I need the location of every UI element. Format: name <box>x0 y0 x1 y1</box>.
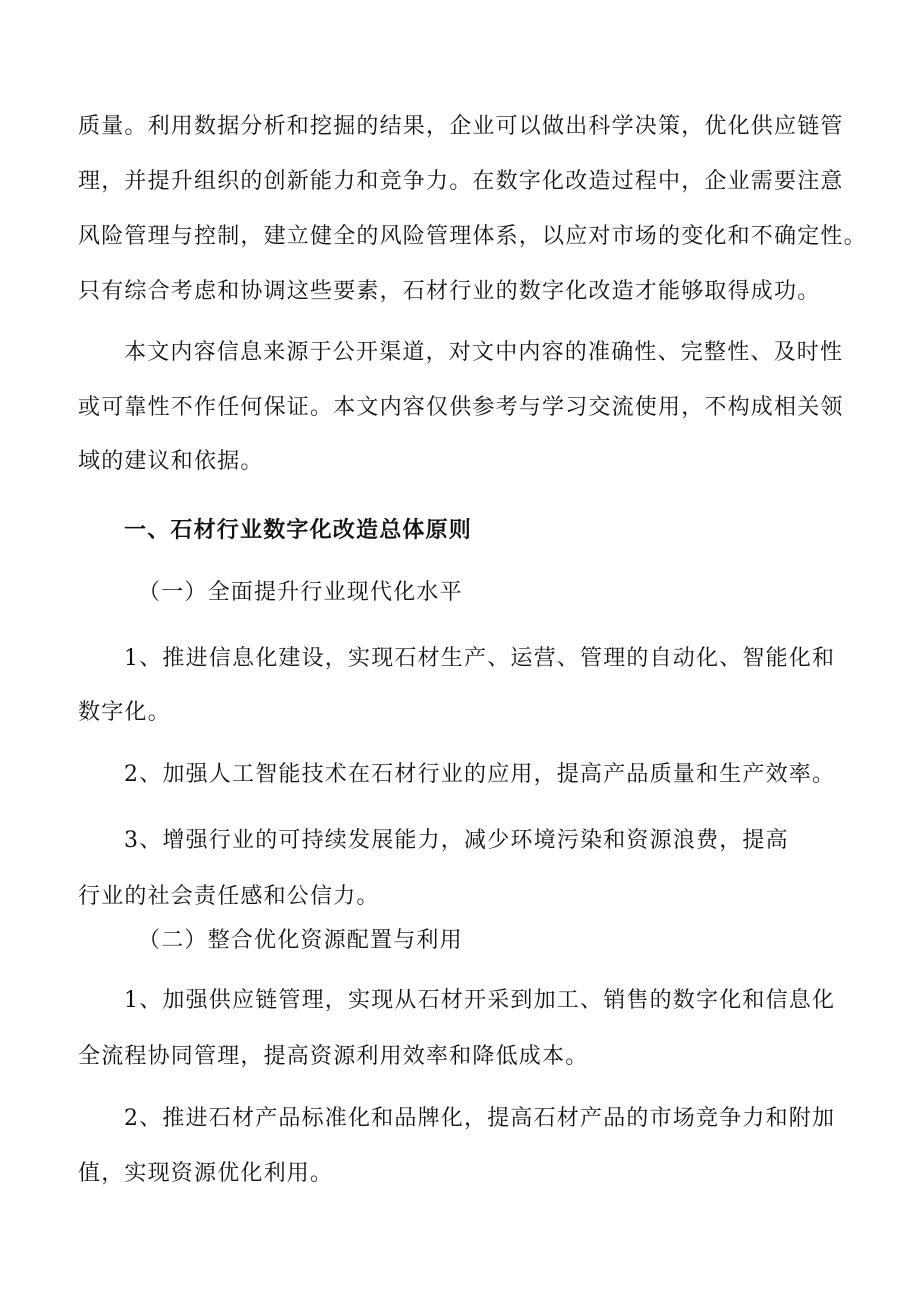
paragraph-line: 只有综合考虑和协调这些要素，石材行业的数字化改造才能够取得成功。 <box>78 279 821 304</box>
list-item-line: 全流程协同管理，提高资源利用效率和降低成本。 <box>78 1044 589 1069</box>
disclaimer-line: 或可靠性不作任何保证。本文内容仅供参考与学习交流使用，不构成相关领 <box>78 395 844 420</box>
list-item-line: 1、推进信息化建设，实现石材生产、运营、管理的自动化、智能化和 <box>124 646 836 671</box>
paragraph-line: 理，并提升组织的创新能力和竞争力。在数字化改造过程中，企业需要注意 <box>78 169 844 194</box>
section-heading: 一、石材行业数字化改造总体原则 <box>124 517 473 543</box>
subsection-heading: （二）整合优化资源配置与利用 <box>138 928 463 953</box>
paragraph-line: 风险管理与控制，建立健全的风险管理体系，以应对市场的变化和不确定性。 <box>78 224 867 249</box>
list-item-line: 2、加强人工智能技术在石材行业的应用，提高产品质量和生产效率。 <box>124 762 836 787</box>
list-item-line: 行业的社会责任感和公信力。 <box>78 884 380 909</box>
list-item-line: 1、加强供应链管理，实现从石材开采到加工、销售的数字化和信息化 <box>124 988 836 1013</box>
paragraph-line: 质量。利用数据分析和挖掘的结果，企业可以做出科学决策，优化供应链管 <box>78 114 844 139</box>
list-item-line: 3、增强行业的可持续发展能力，减少环境污染和资源浪费，提高 <box>124 828 789 853</box>
list-item-line: 值，实现资源优化利用。 <box>78 1161 334 1186</box>
subsection-heading: （一）全面提升行业现代化水平 <box>138 580 463 605</box>
list-item-line: 2、推进石材产品标准化和品牌化，提高石材产品的市场竞争力和附加 <box>124 1106 836 1131</box>
disclaimer-line: 域的建议和依据。 <box>78 449 264 474</box>
disclaimer-line: 本文内容信息来源于公开渠道，对文中内容的准确性、完整性、及时性 <box>124 340 844 365</box>
list-item-line: 数字化。 <box>78 700 171 725</box>
